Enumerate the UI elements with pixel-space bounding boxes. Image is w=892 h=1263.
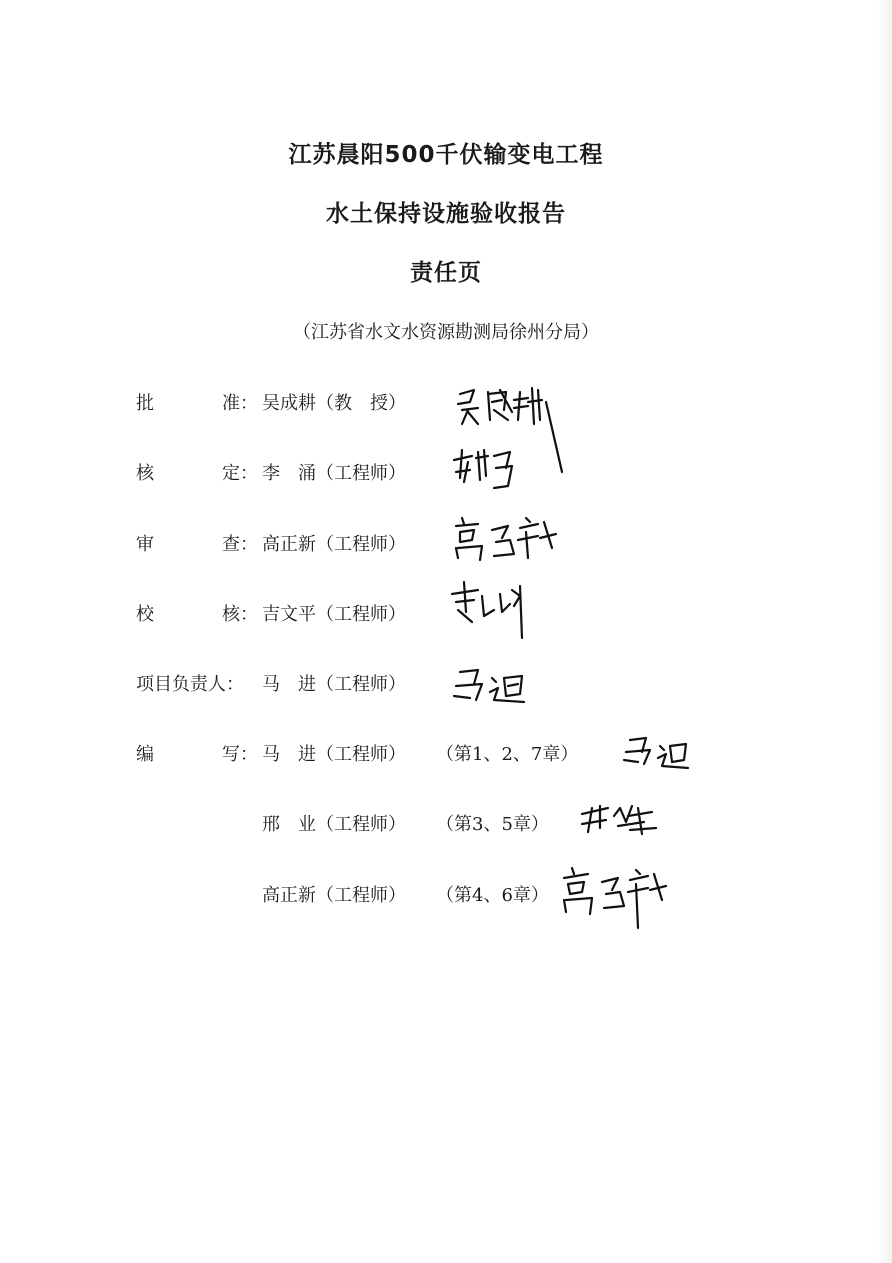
report-title: 水土保持设施验收报告 [326,201,566,227]
role-label: 项目负责人： [136,674,244,695]
writer-chapters: （第1、2、7章） [436,744,579,765]
project-lead-name: 马 进（工程师） [262,674,406,695]
role-label [136,600,258,626]
proofreader-name: 吉文平（工程师） [262,604,406,625]
approver-name: 吴成耕（教 授） [262,393,406,414]
role-label-char: 写： [222,744,258,765]
writer-name: 马 进（工程师） [262,744,406,765]
role-label-char: 审 [136,534,154,555]
writer-signature [578,794,668,844]
writer-signature [622,730,702,774]
role-label-char: 核 [136,463,154,484]
role-label-char: 批 [136,393,154,414]
reviewer-name: 李 涌（工程师） [262,463,406,484]
role-label-char: 查： [222,534,258,555]
role-label-char: 校 [136,604,154,625]
organization: （江苏省水文水资源勘测局徐州分局） [293,322,599,343]
proofreader-signature [448,576,548,646]
role-label-char: 核： [222,604,258,625]
role-label [136,459,258,485]
reviewer-signature [450,438,560,498]
role-label-char: 准： [222,393,258,414]
role-label-char: 编 [136,744,154,765]
writer-chapters: （第4、6章） [436,885,549,906]
project-title: 江苏晨阳500千伏输变电工程 [288,142,604,168]
checker-name: 高正新（工程师） [262,534,406,555]
project-lead-signature [452,660,542,710]
scan-edge-shadow [878,0,892,1263]
page-title: 责任页 [410,260,482,286]
writer-signature [560,856,675,936]
writer-chapters: （第3、5章） [436,814,549,835]
role-label-char: 定： [222,463,258,484]
writer-name: 邢 业（工程师） [262,814,406,835]
role-label [136,389,258,415]
role-label [136,530,258,556]
role-label [136,740,258,766]
writer-name: 高正新（工程师） [262,885,406,906]
checker-signature [452,508,567,568]
